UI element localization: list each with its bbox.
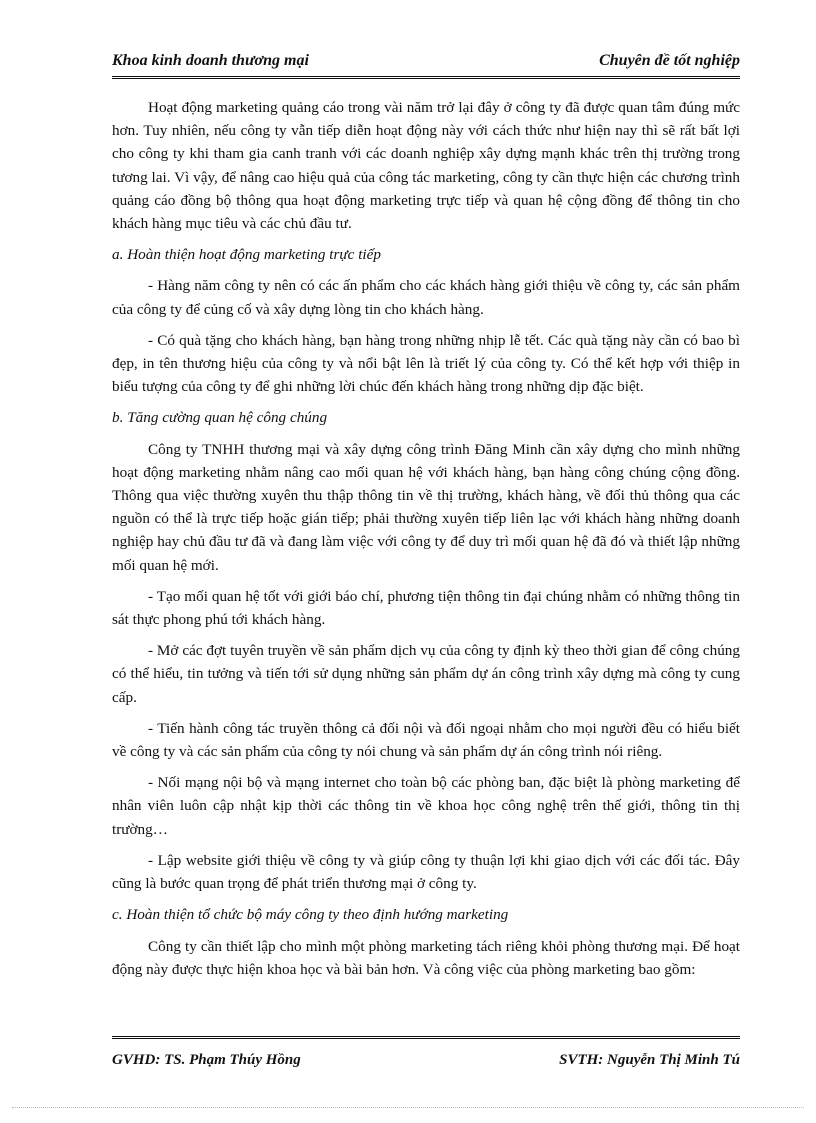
section-a-heading: a. Hoàn thiện hoạt động marketing trực tiếp [112, 246, 381, 264]
section-b-paragraph-5: - Nối mạng nội bộ và mạng internet cho toàn bộ các phòng ban, đặc biệt là phòng marketing để nhân viên luôn cập nhật kịp thời các thông tin về khoa học công nghệ trên thế giới, thông tin thị trường… [112, 774, 740, 838]
section-a-paragraph-2: - Có quà tặng cho khách hàng, bạn hàng trong những nhịp lễ tết. Các quà tặng này cần có bao bì đẹp, in tên thương hiệu của công ty và nổi bật lên là triết lý của công ty. Có thể kết hợp với thiệp in biểu tượng của công ty để ghi những lời chúc đến khách hàng trong những dịp đặc biệt. [112, 331, 740, 396]
section-b-paragraph-4: - Tiến hành công tác truyền thông cả đối nội và đối ngoại nhằm cho mọi người đều có hiểu biết về công ty và các sản phẩm của công ty nói chung và sản phẩm dự án công trình nói riêng. [112, 719, 740, 761]
header-divider [112, 76, 740, 79]
section-c-paragraph-1: Công ty cần thiết lập cho mình một phòng marketing tách riêng khỏi phòng thương mại. Để hoạt động này được thực hiện khoa học và bài bản hơn. Và công việc của phòng marketing bao gồm: [112, 937, 740, 978]
section-b-paragraph-6: - Lập website giới thiệu về công ty và giúp công ty thuận lợi khi giao dịch với các đối tác. Đây cũng là bước quan trọng để phát triển thương mại ở công ty. [112, 851, 740, 893]
section-a-paragraph-1: - Hàng năm công ty nên có các ấn phẩm cho các khách hàng giới thiệu về công ty, các sản phẩm của công ty để củng cố và xây dựng lòng tin cho khách hàng. [112, 277, 740, 318]
header-document-type: Chuyên đề tốt nghiệp [599, 52, 740, 69]
section-b-paragraph-1: Công ty TNHH thương mại và xây dựng công trình Đăng Minh cần xây dựng cho mình những hoạt động marketing nhằm nâng cao mối quan hệ với khách hàng, bạn hàng công chúng cộng đồng. Thông qua việc thường xuyên thu thập thông tin về thị trường, khách hàng, về đối thủ thông qua các nguồn có thể là trực tiếp hoặc gián tiếp; phải thường xuyên tiếp liên lạc với khách hàng những doanh nghiệp hay chủ đầu tư đã và đang làm việc với công ty để duy trì mối quan hệ đã đó và thiết lập những mối quan hệ mới. [112, 440, 740, 574]
section-b-heading: b. Tăng cường quan hệ công chúng [112, 409, 328, 427]
page-header [112, 50, 740, 76]
section-b-paragraph-2: - Tạo mối quan hệ tốt với giới báo chí, phương tiện thông tin đại chúng nhằm có những thông tin sát thực phong phú tới khách hàng. [112, 587, 740, 629]
page-body [112, 96, 740, 989]
footer-divider [112, 1036, 740, 1039]
page-bottom-border [12, 1107, 804, 1108]
page-footer [112, 1050, 740, 1074]
footer-supervisor: GVHD: TS. Phạm Thúy Hồng [112, 1052, 301, 1068]
intro-paragraph: Hoạt động marketing quảng cáo trong vài năm trở lại đây ở công ty đã được quan tâm đúng mức hơn. Tuy nhiên, nếu công ty vẫn tiếp diễn hoạt động này với cách thức như hiện nay thì sẽ rất bất lợi cho công ty khi tham gia canh tranh với các doanh nghiệp xây dựng mạnh khác trên thị trường trong tương lai. Vì vậy, để nâng cao hiệu quả của công tác marketing, công ty cần thực hiện các chương trình quảng cáo đồng bộ thông qua hoạt động marketing trực tiếp và quan hệ cộng đồng để thông tin cho khách hàng mục tiêu và các chủ đầu tư. [112, 99, 740, 233]
header-faculty: Khoa kinh doanh thương mại [112, 52, 309, 69]
footer-student: SVTH: Nguyễn Thị Minh Tú [559, 1052, 740, 1068]
section-b-paragraph-3: - Mở các đợt tuyên truyền về sản phẩm dịch vụ của công ty định kỳ theo thời gian để công chúng có thể hiểu, tin tưởng và tiến tới sử dụng những sản phẩm dự án công trình xây dựng mà công ty cung cấp. [112, 642, 740, 706]
section-c-heading: c. Hoàn thiện tổ chức bộ máy công ty theo định hướng marketing [112, 906, 509, 924]
